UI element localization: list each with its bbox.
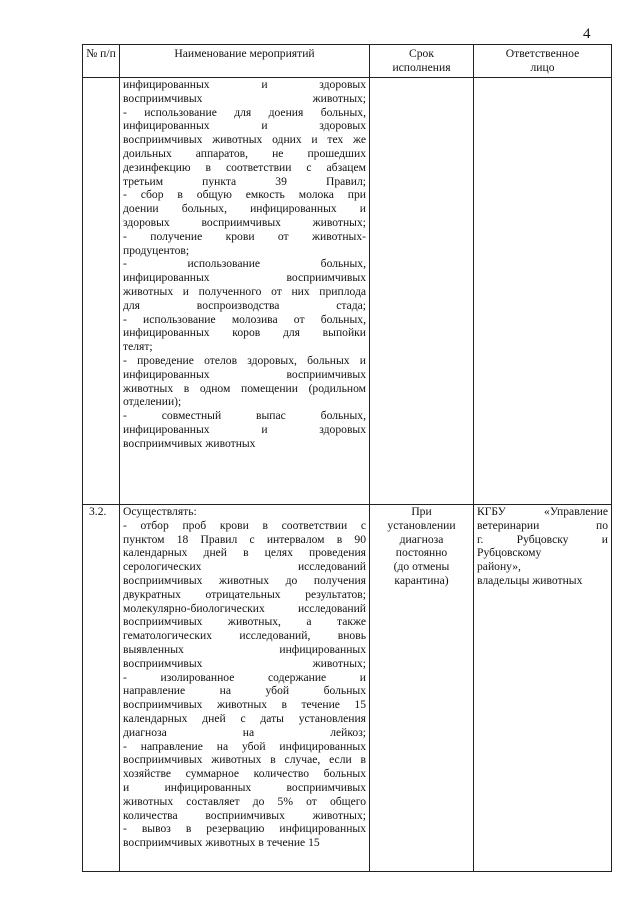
header-responsible-line: лицо	[530, 61, 555, 74]
text-line: - сбор в общую емкость молока при	[123, 188, 366, 202]
responsible-cell	[474, 78, 612, 505]
text-line: продуцентов;	[123, 243, 190, 257]
text-line: установлении	[387, 518, 456, 532]
text-line: восприимчивых животных в случае, если в	[123, 753, 366, 767]
term-cell	[370, 78, 474, 505]
measures-table	[82, 44, 612, 872]
text-line: диагноза на лейкоз;	[123, 725, 366, 739]
text-line: инфицированных и здоровых	[123, 422, 366, 436]
text-line: (до отмены	[393, 560, 450, 574]
header-responsible	[474, 45, 612, 78]
text-line: восприимчивых животных до получения	[123, 573, 366, 587]
text-line: - вывоз в резервацию инфицированных	[123, 822, 366, 836]
text-line: - использование для доения больных,	[123, 105, 366, 119]
text-line: восприимчивых животных	[123, 436, 256, 450]
text-line: календарных дней в целях проведения	[123, 546, 366, 560]
text-line: - получение крови от животных-	[123, 229, 366, 243]
text-line: гематологических исследований, вновь	[123, 629, 366, 643]
text-line: пунктом 18 Правил с интервалом в 90	[123, 532, 366, 546]
text-line: календарных дней с даты установления	[123, 711, 366, 725]
responsible-cell	[474, 505, 612, 872]
header-responsible-line: Ответственное	[505, 47, 580, 60]
text-line: - проведение отелов здоровых, больных и	[123, 353, 366, 367]
text-line: доении больных, инфицированных и	[123, 202, 366, 216]
text-line: третьим пункта 39 Правил;	[123, 174, 366, 188]
text-line: выявленных инфицированных	[123, 642, 366, 656]
text-line: двукратных отрицательных результатов;	[123, 587, 366, 601]
text-line: району»,	[477, 560, 521, 574]
header-term-line: Срок	[409, 47, 434, 60]
text-line: - использование молозива от больных,	[123, 312, 366, 326]
text-line: - отбор проб крови в соответствии с	[123, 518, 366, 532]
row-number	[83, 78, 120, 505]
text-line: инфицированных и здоровых	[123, 78, 366, 91]
text-line: здоровых восприимчивых животных;	[123, 215, 366, 229]
text-line: инфицированных восприимчивых	[123, 367, 366, 381]
measures-cell	[120, 78, 370, 505]
header-number: № п/п	[83, 45, 120, 78]
term-cell	[370, 505, 474, 872]
text-line: животных и полученного от них приплода	[123, 284, 366, 298]
text-line: инфицированных восприимчивых	[123, 271, 366, 285]
text-line: карантина)	[394, 573, 449, 587]
text-line: восприимчивых животных;	[123, 656, 366, 670]
text-line: восприимчивых животных;	[123, 91, 366, 105]
text-line: постоянно	[395, 546, 448, 560]
text-line: диагноза	[399, 532, 444, 546]
text-line: хозяйстве суммарное количество больных	[123, 767, 366, 781]
header-measures: Наименование мероприятий	[120, 45, 370, 78]
text-line: - изолированное содержание и	[123, 670, 366, 684]
text-line: - направление на убой инфицированных	[123, 739, 366, 753]
text-line: дезинфекцию в соответствии с абзацем	[123, 160, 366, 174]
text-line: молекулярно-биологических исследований	[123, 601, 366, 615]
text-line: г. Рубцовску и	[477, 532, 608, 546]
page-number: 4	[583, 26, 591, 42]
text-line: серологических исследований	[123, 560, 366, 574]
text-line: восприимчивых животных одних и тех же	[123, 133, 366, 147]
text-line: - использование больных,	[123, 257, 366, 271]
table-row	[83, 78, 612, 505]
text-line: восприимчивых животных в течение 15	[123, 698, 366, 712]
text-line: направление на убой больных	[123, 684, 366, 698]
text-line: отделении);	[123, 395, 182, 409]
text-line: Осуществлять:	[123, 505, 197, 518]
table-row	[83, 505, 612, 872]
text-line: КГБУ «Управление	[477, 505, 608, 518]
header-term-line: исполнения	[392, 61, 451, 74]
text-line: количества восприимчивых животных;	[123, 808, 366, 822]
text-line: животных в одном помещении (родильном	[123, 381, 366, 395]
text-line: и инфицированных восприимчивых	[123, 780, 366, 794]
measures-cell	[120, 505, 370, 872]
text-line: инфицированных и здоровых	[123, 119, 366, 133]
text-line: восприимчивых животных в течение 15	[123, 836, 320, 850]
text-line: - совместный выпас больных,	[123, 409, 366, 423]
text-line: ветеринарии по	[477, 518, 608, 532]
text-line: При	[411, 505, 432, 518]
text-line: инфицированных коров для выпойки	[123, 326, 366, 340]
text-line: для воспроизводства стада;	[123, 298, 366, 312]
row-number: 3.2.	[83, 505, 120, 872]
text-line: владельцы животных	[477, 573, 583, 587]
header-term	[370, 45, 474, 78]
text-line: Рубцовскому	[477, 546, 542, 560]
text-line: телят;	[123, 340, 153, 354]
table-header-row	[83, 45, 612, 78]
text-line: восприимчивых животных, а также	[123, 615, 366, 629]
text-line: животных составляет до 5% от общего	[123, 794, 366, 808]
text-line: доильных аппаратов, не прошедших	[123, 146, 366, 160]
